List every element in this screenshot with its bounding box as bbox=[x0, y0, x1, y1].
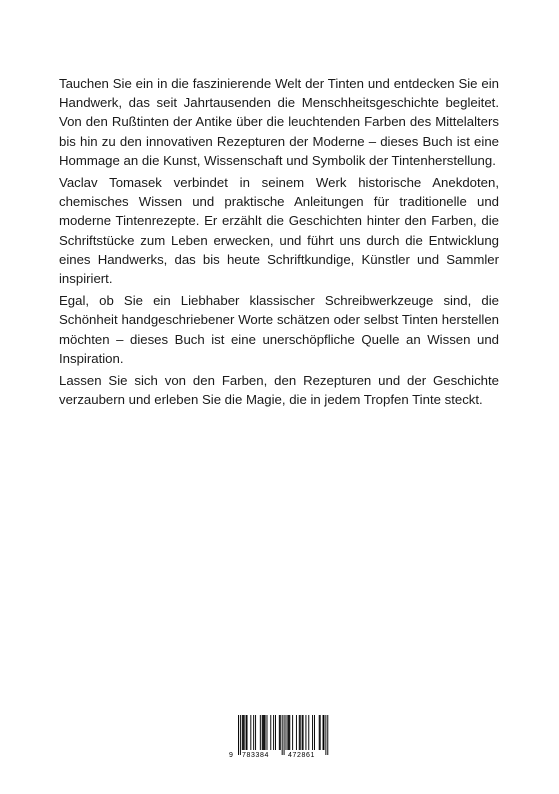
barcode-guard-bar bbox=[284, 715, 285, 755]
barcode-bar bbox=[302, 715, 303, 750]
barcode-bar bbox=[275, 715, 276, 750]
barcode-left-digits: 783384 bbox=[242, 752, 269, 759]
barcode-bar bbox=[287, 715, 288, 750]
blurb-paragraph-4: Lassen Sie sich von den Farben, den Rezepturen und der Geschichte verzaubern und erleben Sie die Magie, die in jedem Tropfen Tinte steckt. bbox=[59, 373, 499, 408]
barcode-bar bbox=[273, 715, 274, 750]
barcode-bar bbox=[292, 715, 293, 750]
barcode-bar bbox=[279, 715, 280, 750]
barcode-bar bbox=[296, 715, 297, 750]
barcode-bar bbox=[263, 715, 264, 750]
barcode-bar bbox=[244, 715, 245, 750]
barcode-bar bbox=[255, 715, 256, 750]
barcode-bar bbox=[312, 715, 313, 750]
barcode-bar bbox=[280, 715, 281, 750]
isbn-barcode bbox=[228, 715, 332, 765]
barcode-bar bbox=[246, 715, 247, 750]
barcode-bar bbox=[267, 715, 268, 750]
barcode-bar bbox=[299, 715, 300, 750]
barcode-bar bbox=[265, 715, 266, 750]
barcode-bar bbox=[288, 715, 289, 750]
barcode-guard-bar bbox=[240, 715, 241, 755]
barcode-bar bbox=[320, 715, 321, 750]
barcode-bar bbox=[305, 715, 306, 750]
barcode-guard-bar bbox=[325, 715, 326, 755]
barcode-bar bbox=[319, 715, 320, 750]
barcode-bar bbox=[247, 715, 248, 750]
barcode-lead-digit: 9 bbox=[229, 752, 234, 759]
barcode-bar bbox=[260, 715, 261, 750]
barcode-bar bbox=[286, 715, 287, 750]
barcode-bar bbox=[323, 715, 324, 750]
barcode-bar bbox=[303, 715, 304, 750]
barcode-bar bbox=[242, 715, 243, 750]
book-blurb bbox=[59, 74, 499, 412]
barcode-guard-bar bbox=[282, 715, 283, 755]
blurb-paragraph-2: Vaclav Tomasek verbindet in seinem Werk historische Anekdoten, chemisches Wissen und praktische Anleitungen für traditionelle und moderne Tintenrezepte. Er erzählt die Geschichten hinter den Farben, die Schriftstücke zum Leben erwecken, und führt uns durch die Entwicklung eines Handwerks, das bis heute Schriftkundige, Künstler und Sammler inspiriert. bbox=[59, 175, 499, 287]
blurb-paragraph-3: Egal, ob Sie ein Liebhaber klassischer Schreibwerkzeuge sind, die Schönheit handgeschriebener Worte schätzen oder selbst Tinten herstellen möchten – dieses Buch ist eine unerschöpfliche Quelle an Wissen und Inspiration. bbox=[59, 293, 499, 366]
barcode-bar bbox=[253, 715, 254, 750]
barcode-bar bbox=[262, 715, 263, 750]
barcode-bar bbox=[243, 715, 244, 750]
barcode-bar bbox=[300, 715, 301, 750]
barcode-right-digits: 472861 bbox=[288, 752, 315, 759]
barcode-bar bbox=[250, 715, 251, 750]
barcode-bar bbox=[324, 715, 325, 750]
barcode-bar bbox=[270, 715, 271, 750]
barcode-guard-bar bbox=[327, 715, 328, 755]
barcode-bar bbox=[289, 715, 290, 750]
barcode-bar bbox=[264, 715, 265, 750]
barcode-bar bbox=[308, 715, 309, 750]
barcode-guard-bar bbox=[238, 715, 239, 755]
blurb-paragraph-1: Tauchen Sie ein in die faszinierende Welt der Tinten und entdecken Sie ein Handwerk, das seit Jahrtausenden die Menschheitsgeschichte begleitet. Von den Rußtinten der Antike über die leuchtenden Farben des Mittelalters bis hin zu den innovativen Rezepturen der Moderne – dieses Buch ist eine Hommage an die Kunst, Wissenschaft und Symbolik der Tintenherstellung. bbox=[59, 76, 499, 168]
barcode-bar bbox=[314, 715, 315, 750]
barcode-bars bbox=[228, 715, 332, 755]
